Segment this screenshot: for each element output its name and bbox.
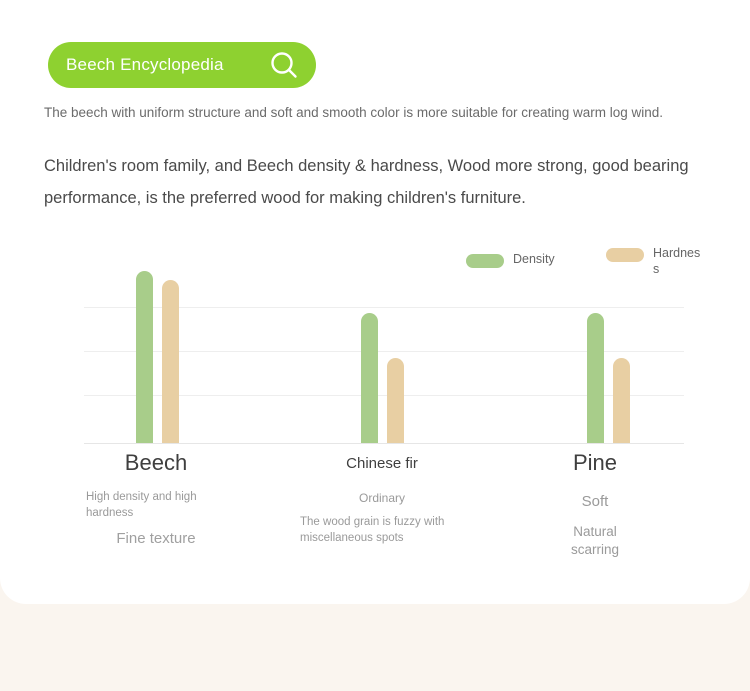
- bar-pine-density[interactable]: [587, 313, 604, 443]
- bar-pine-hardness[interactable]: [613, 358, 630, 443]
- legend-label-density: Density: [513, 252, 555, 266]
- bar-fir-hardness[interactable]: [387, 358, 404, 443]
- category-beech-name: Beech: [124, 450, 188, 475]
- legend-swatch-density: [466, 254, 504, 268]
- page-title: Beech Encyclopedia: [66, 55, 224, 74]
- intro-small-paragraph: The beech with uniform structure and soft and smooth color is more suitable for creating warm log wind.: [44, 105, 664, 120]
- legend-item-density[interactable]: [466, 252, 565, 268]
- legend-swatch-hardness: [606, 248, 644, 262]
- category-beech: [66, 450, 246, 549]
- bar-fir-density[interactable]: [361, 313, 378, 443]
- intro-large-paragraph: Children's room family, and Beech density & hardness, Wood more strong, good bearing performance, is the preferred wood for making children's furniture.: [44, 157, 689, 208]
- legend-label-hardness: Hardness: [653, 246, 701, 276]
- category-chinese-fir-desc: Ordinary: [358, 491, 405, 505]
- bar-beech-density[interactable]: [136, 271, 153, 443]
- category-beech-extra: Fine texture: [116, 530, 196, 548]
- search-icon[interactable]: [268, 49, 300, 81]
- category-pine-desc: Soft: [581, 493, 609, 510]
- category-chinese-fir: [292, 455, 472, 546]
- bar-beech-hardness[interactable]: [162, 280, 179, 443]
- bar-chart: [84, 268, 684, 444]
- category-pine-name: Pine: [572, 450, 618, 475]
- category-pine-extra: Natural scarring: [570, 524, 619, 558]
- chart-axis: [84, 443, 684, 444]
- category-beech-desc: High density and high hardness: [86, 491, 197, 519]
- category-pine: [520, 450, 670, 560]
- category-chinese-fir-name: Chinese fir: [346, 455, 418, 472]
- title-search-pill[interactable]: [48, 42, 316, 88]
- category-chinese-fir-extra: The wood grain is fuzzy with miscellaneous spots: [300, 516, 445, 544]
